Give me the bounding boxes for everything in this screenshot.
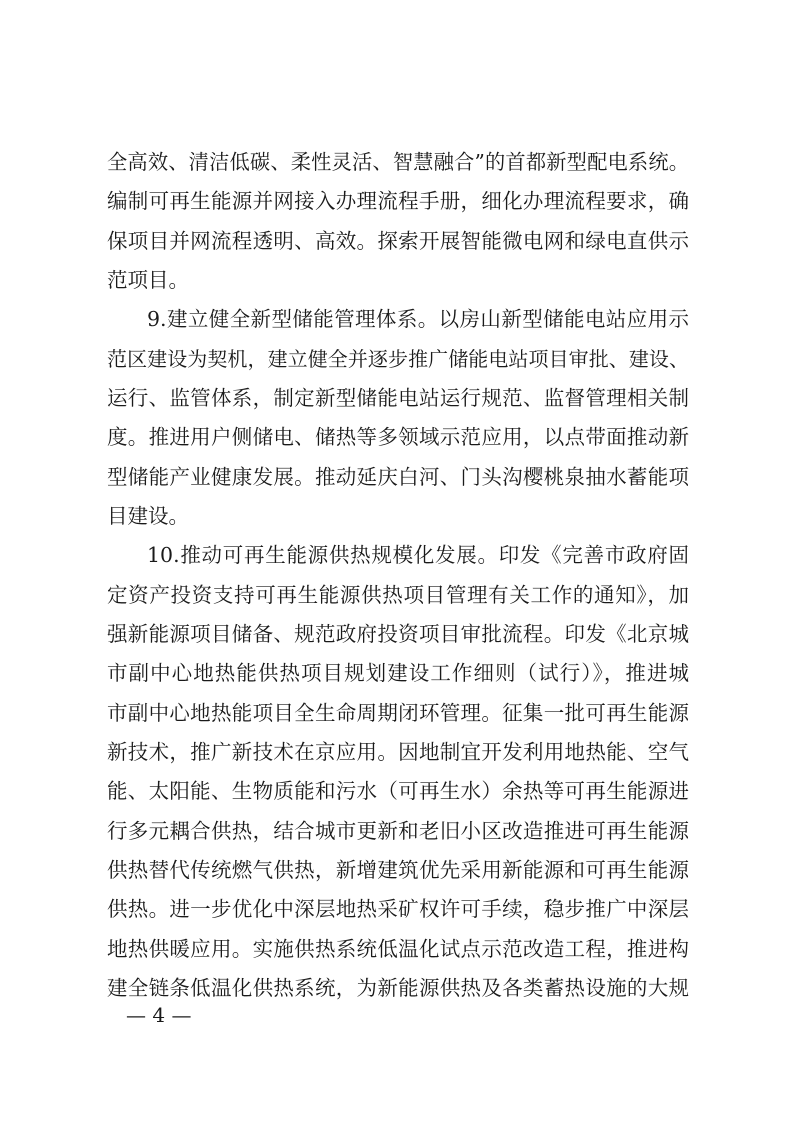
text-line: 地热供暖应用。实施供热系统低温化试点示范改造工程，推进构	[107, 937, 689, 961]
paragraph-heading-line: 10.推动可再生能源供热规模化发展。印发《完善市政府固	[147, 543, 689, 567]
text-line: 定资产投资支持可再生能源供热项目管理有关工作的通知》，加	[107, 583, 689, 607]
text-line: 编制可再生能源并网接入办理流程手册，细化办理流程要求，确	[107, 189, 689, 213]
text-line: 全高效、清洁低碳、柔性灵活、智慧融合”的首都新型配电系统。	[107, 150, 689, 174]
text-line: 保项目并网流程透明、高效。探索开展智能微电网和绿电直供示	[107, 229, 689, 253]
text-line: 能、太阳能、生物质能和污水（可再生水）余热等可再生能源进	[107, 779, 689, 803]
page-number: — 4 —	[126, 1003, 192, 1027]
text-line: 供热替代传统燃气供热，新增建筑优先采用新能源和可再生能源	[107, 858, 689, 882]
text-line: 新技术，推广新技术在京应用。因地制宜开发利用地热能、空气	[107, 740, 689, 764]
text-line: 目建设。	[107, 504, 189, 528]
text-line: 市副中心地热能项目全生命周期闭环管理。征集一批可再生能源	[107, 701, 689, 725]
paragraph-heading-line: 9.建立健全新型储能管理体系。以房山新型储能电站应用示	[147, 307, 689, 331]
text-line: 范项目。	[107, 268, 189, 292]
text-line: 型储能产业健康发展。推动延庆白河、门头沟樱桃泉抽水蓄能项	[107, 465, 689, 489]
text-line: 强新能源项目储备、规范政府投资项目审批流程。印发《北京城	[107, 622, 689, 646]
text-line: 运行、监管体系，制定新型储能电站运行规范、监督管理相关制	[107, 386, 689, 410]
text-line: 供热。进一步优化中深层地热采矿权许可手续，稳步推广中深层	[107, 897, 689, 921]
text-line: 度。推进用户侧储电、储热等多领域示范应用，以点带面推动新	[107, 425, 689, 449]
text-line: 行多元耦合供热，结合城市更新和老旧小区改造推进可再生能源	[107, 819, 689, 843]
text-line: 建全链条低温化供热系统，为新能源供热及各类蓄热设施的大规	[107, 976, 689, 1000]
text-line: 市副中心地热能供热项目规划建设工作细则（试行）》，推进城	[107, 661, 689, 685]
text-line: 范区建设为契机，建立健全并逐步推广储能电站项目审批、建设、	[107, 347, 689, 371]
